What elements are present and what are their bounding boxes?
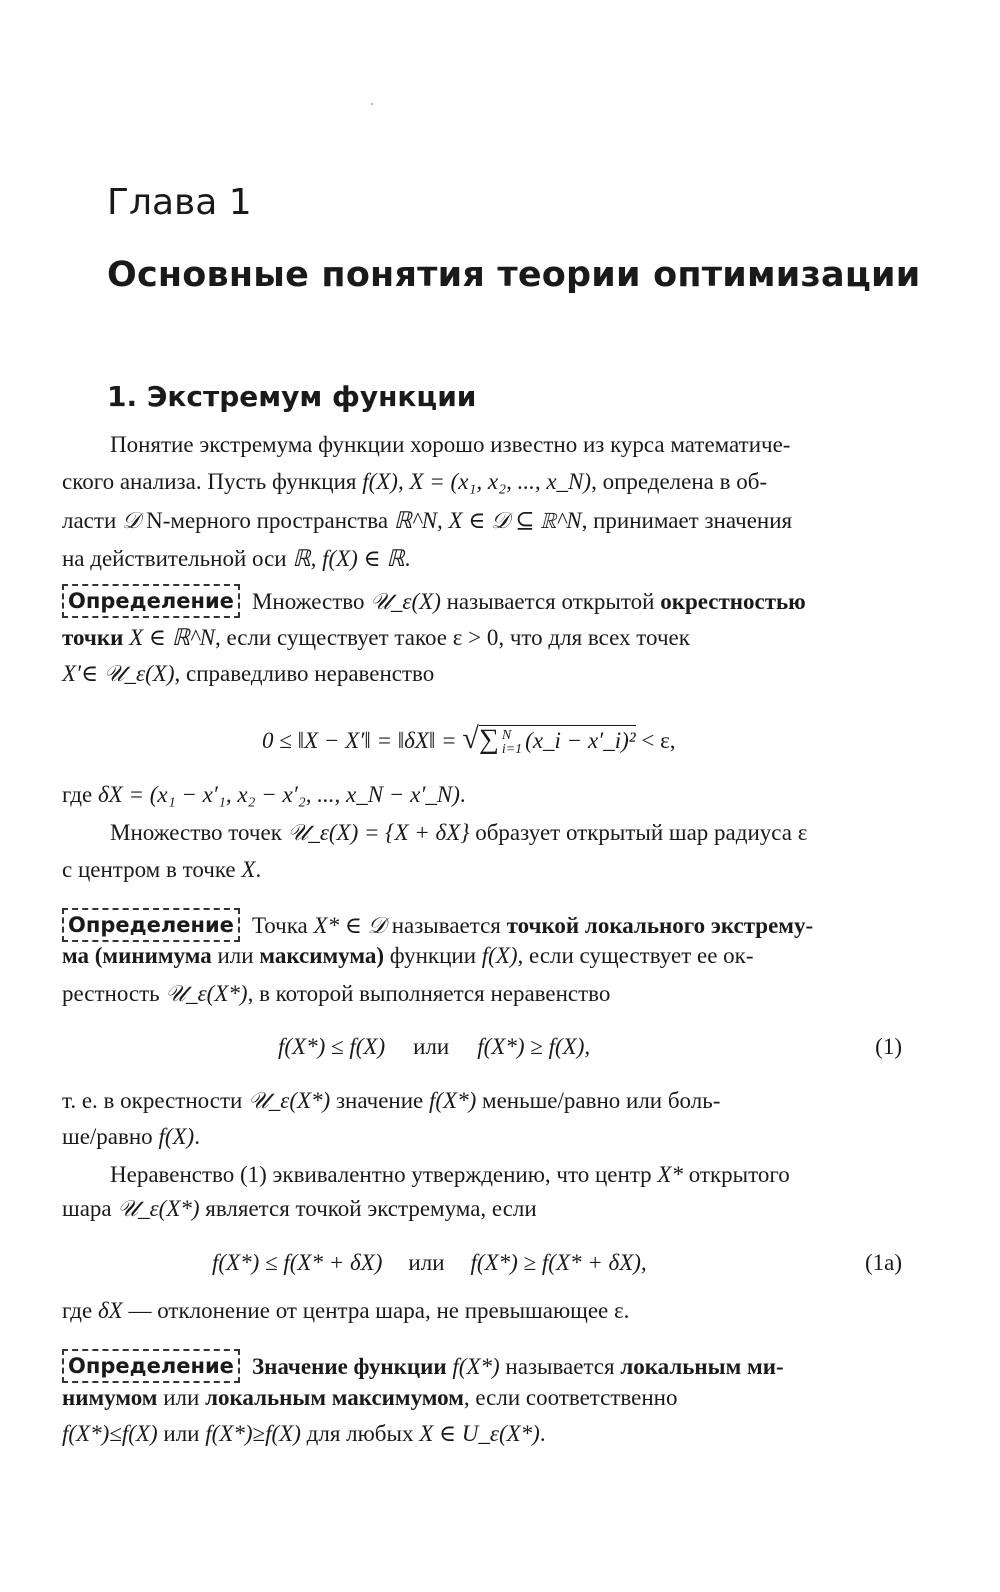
norm-formula: 0 ≤ ‖X − X′‖ = ‖δX‖ = √∑ N i=1 (x_i − x′_i)² < ε, [262, 722, 676, 757]
page-speck [371, 103, 373, 105]
formula-inline: ℝ, f(X) ∈ ℝ [292, 546, 405, 571]
paragraph-line: т. е. в окрестности 𝒰_ε(X*) значение f(X*) меньше/равно или боль- [62, 1088, 721, 1113]
paragraph-line: Неравенство (1) эквивалентно утверждению, что центр X* открытого [110, 1162, 790, 1187]
definition-line: Определение Множество 𝒰_ε(X) называется открытой окрестностью [62, 584, 902, 618]
delta-definition: где δX = (x₁ − x′₁, x₂ − x′₂, ..., x_N − x′_N). [62, 782, 466, 807]
equation-number: (1) [875, 1034, 902, 1059]
definition-label: Определение [62, 584, 240, 618]
paragraph-line: на действительной оси ℝ, f(X) ∈ ℝ. [62, 546, 411, 571]
definition-line: f(X*)≤f(X) или f(X*)≥f(X) для любых X ∈ U_ε(X*). [62, 1421, 546, 1446]
paragraph-line: шара 𝒰_ε(X*) является точкой экстремума, если [62, 1196, 537, 1221]
formula-inline: f(X), X = (x₁, x₂, ..., x_N) [362, 469, 592, 494]
definition-line: рестность 𝒰_ε(X*), в которой выполняется неравенство [62, 981, 611, 1006]
chapter-title: Основные понятия теории оптимизации [107, 255, 921, 295]
paragraph-line: Множество точек 𝒰_ε(X) = {X + δX} образует открытый шар радиуса ε [110, 820, 808, 845]
definition-label: Определение [62, 1349, 240, 1383]
definition-line: нимумом или локальным максимумом, если соответственно [62, 1385, 678, 1410]
paragraph-line: Понятие экстремума функции хорошо известно из курса математиче- [110, 432, 791, 457]
definition-line: Определение Точка X* ∈ 𝒟 называется точкой локального экстрему- [62, 908, 902, 942]
paragraph-line: ше/равно f(X). [62, 1124, 200, 1149]
equation-1: f(X*) ≤ f(X) или f(X*) ≥ f(X), [278, 1034, 591, 1059]
paragraph-line: с центром в точке X. [62, 857, 262, 882]
equation-1a: f(X*) ≤ f(X* + δX) или f(X*) ≥ f(X* + δX), [212, 1250, 647, 1275]
paragraph-line: где δX — отклонение от центра шара, не превышающее ε. [62, 1298, 630, 1323]
definition-line: Определение Значение функции f(X*) называется локальным ми- [62, 1349, 902, 1383]
definition-line: ма (минимума или максимума) функции f(X), если существует ее ок- [62, 943, 754, 968]
chapter-label: Глава 1 [107, 182, 252, 223]
definition-line: X′∈ 𝒰_ε(X), справедливо неравенство [62, 661, 435, 686]
definition-line: точки X ∈ ℝ^N, если существует такое ε > 0, что для всех точек [62, 625, 690, 650]
section-title: 1. Экстремум функции [107, 380, 477, 413]
definition-label: Определение [62, 908, 240, 942]
paragraph-line: ского анализа. Пусть функция f(X), X = (x₁, x₂, ..., x_N), определена в об- [62, 469, 768, 494]
paragraph-line: ласти 𝒟 N-мерного пространства ℝ^N, X ∈ 𝒟 ⊆ ℝ^N, принимает значения [62, 508, 793, 533]
formula-inline: ℝ^N, X ∈ 𝒟 ⊆ ℝ^N [393, 508, 582, 533]
equation-number: (1a) [864, 1250, 902, 1275]
